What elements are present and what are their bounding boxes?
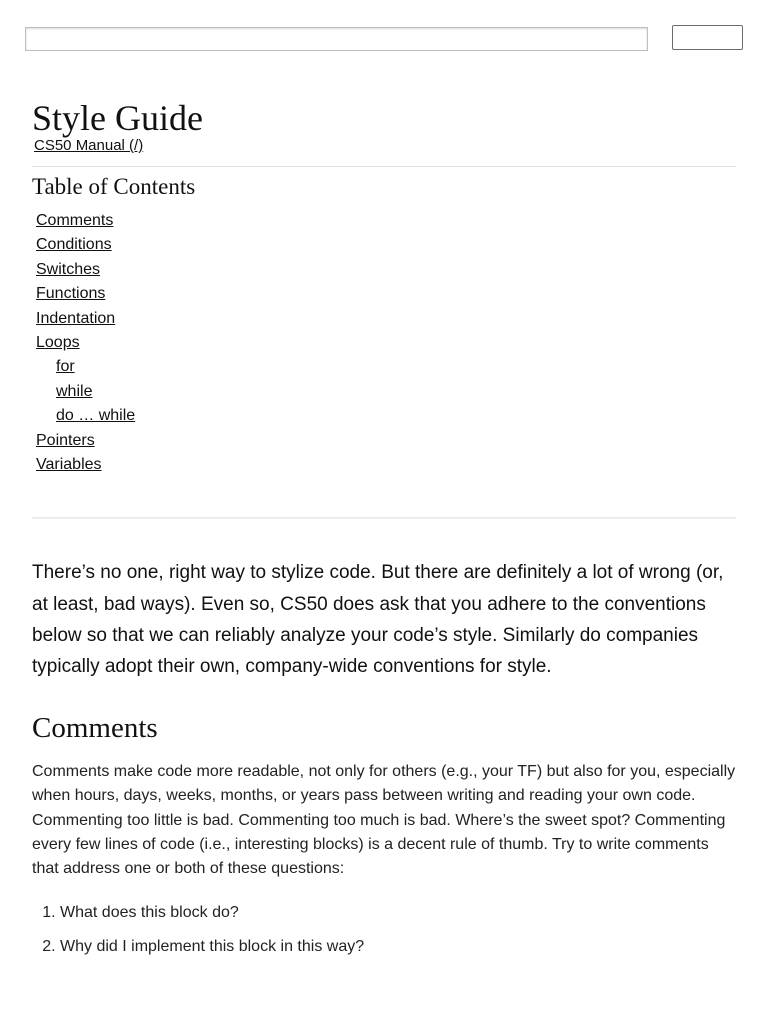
toc-link-comments[interactable]: Comments [36, 212, 114, 229]
toc-link-variables[interactable]: Variables [36, 456, 102, 474]
toc-item [36, 453, 736, 477]
divider [32, 517, 736, 519]
comments-paragraph: Comments make code more readable, not only for others (e.g., your TF) but also for you, especially when hours, days, weeks, months, or years pass between writing and reading your own code. Commenting too little is bad. Commenting too much is bad. Where’s the sweet spot? Commenting every few lines of code (i.e., interesting blocks) is a decent rule of thumb. Try to write comments that address one or both of these questions: [32, 763, 736, 878]
toc-link-loops[interactable]: Loops [36, 334, 80, 352]
toc-link-indentation[interactable]: Indentation [36, 309, 116, 327]
toc-heading: Table of Contents [32, 174, 196, 199]
toc-item [36, 429, 736, 453]
top-bar [0, 0, 768, 70]
toc-subitem [56, 355, 736, 379]
toc-subitem [56, 404, 736, 428]
toc-sublist-loops [36, 355, 736, 428]
section-title-comments: Comments [32, 712, 158, 745]
intro-paragraph: There’s no one, right way to stylize code. But there are definitely a lot of wrong (or, at least, bad ways). Even so, CS50 does ask that you adhere to the conventions below so that we can reliably analyze your code’s style. Similarly do companies typically adopt their own, company-wide conventions for style. [32, 562, 724, 678]
list-item: 2. Why did I implement this block in this way? [60, 935, 736, 959]
main-content [32, 96, 736, 969]
table-of-contents [32, 209, 736, 477]
toc-item [36, 282, 736, 306]
search-button[interactable] [672, 25, 743, 50]
comment-questions-list [32, 901, 736, 959]
toc-link-pointers[interactable]: Pointers [36, 431, 95, 449]
search-input[interactable] [25, 27, 648, 51]
list-item: 1. What does this block do? [60, 901, 736, 925]
page-title: Style Guide [32, 98, 203, 138]
divider [32, 166, 736, 167]
toc-link-do-while[interactable]: do … while [56, 407, 136, 425]
toc-item [36, 331, 736, 429]
toc-link-conditions[interactable]: Conditions [36, 236, 112, 254]
toc-link-switches[interactable]: Switches [36, 260, 101, 278]
toc-item [36, 258, 736, 282]
breadcrumb-link-cs50-manual[interactable]: CS50 Manual (/) [34, 137, 144, 154]
toc-subitem [56, 380, 736, 404]
toc-link-for[interactable]: for [56, 358, 75, 376]
toc-link-while[interactable]: while [56, 382, 93, 400]
toc-item [36, 233, 736, 257]
breadcrumb [32, 136, 736, 156]
toc-link-functions[interactable]: Functions [36, 285, 106, 303]
toc-item [36, 307, 736, 331]
toc-item [36, 209, 736, 233]
